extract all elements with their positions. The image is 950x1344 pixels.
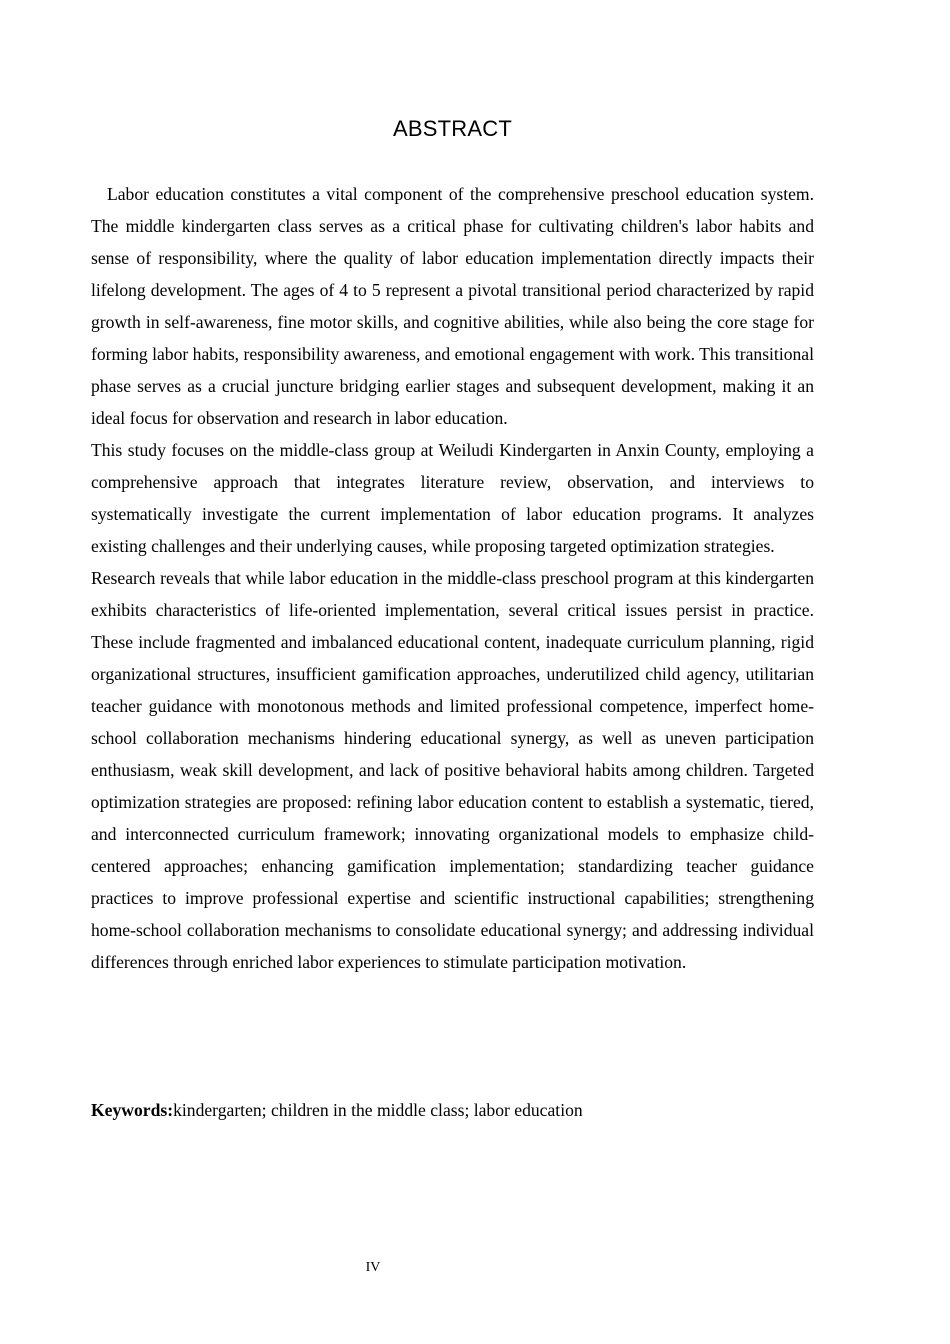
page-number: IV	[365, 1260, 381, 1275]
keywords-label: Keywords:	[91, 1100, 174, 1120]
abstract-title: ABSTRACT	[393, 116, 512, 141]
abstract-paragraph-1: Labor education constitutes a vital component of the comprehensive preschool education system. The middle kindergarten class serves as a critical phase for cultivating children's labor habits and sense of responsibility, where the quality of labor education implementation directly impacts their lifelong development. The ages of 4 to 5 represent a pivotal transitional period characterized by rapid growth in self-awareness, fine motor skills, and cognitive abilities, while also being the core stage for forming labor habits, responsibility awareness, and emotional engagement with work. This transitional phase serves as a crucial juncture bridging earlier stages and subsequent development, making it an ideal focus for observation and research in labor education.	[91, 184, 814, 428]
abstract-body	[91, 178, 814, 978]
keywords-line	[91, 1094, 814, 1126]
abstract-paragraph-2: This study focuses on the middle-class group at Weiludi Kindergarten in Anxin County, employing a comprehensive approach that integrates literature review, observation, and interviews to systematically investigate the current implementation of labor education programs. It analyzes existing challenges and their underlying causes, while proposing targeted optimization strategies.	[91, 440, 814, 556]
abstract-paragraph-3: Research reveals that while labor education in the middle-class preschool program at this kindergarten exhibits characteristics of life-oriented implementation, several critical issues persist in practice. These include fragmented and imbalanced educational content, inadequate curriculum planning, rigid organizational structures, insufficient gamification approaches, underutilized child agency, utilitarian teacher guidance with monotonous methods and limited professional competence, imperfect home-school collaboration mechanisms hindering educational synergy, as well as uneven participation enthusiasm, weak skill development, and lack of positive behavioral habits among children. Targeted optimization strategies are proposed: refining labor education content to establish a systematic, tiered, and interconnected curriculum framework; innovating organizational models to emphasize child-centered approaches; enhancing gamification implementation; standardizing teacher guidance practices to improve professional expertise and scientific instructional capabilities; strengthening home-school collaboration mechanisms to consolidate educational synergy; and addressing individual differences through enriched labor experiences to stimulate participation motivation.	[91, 568, 814, 972]
keywords-text: kindergarten; children in the middle class; labor education	[173, 1100, 583, 1120]
